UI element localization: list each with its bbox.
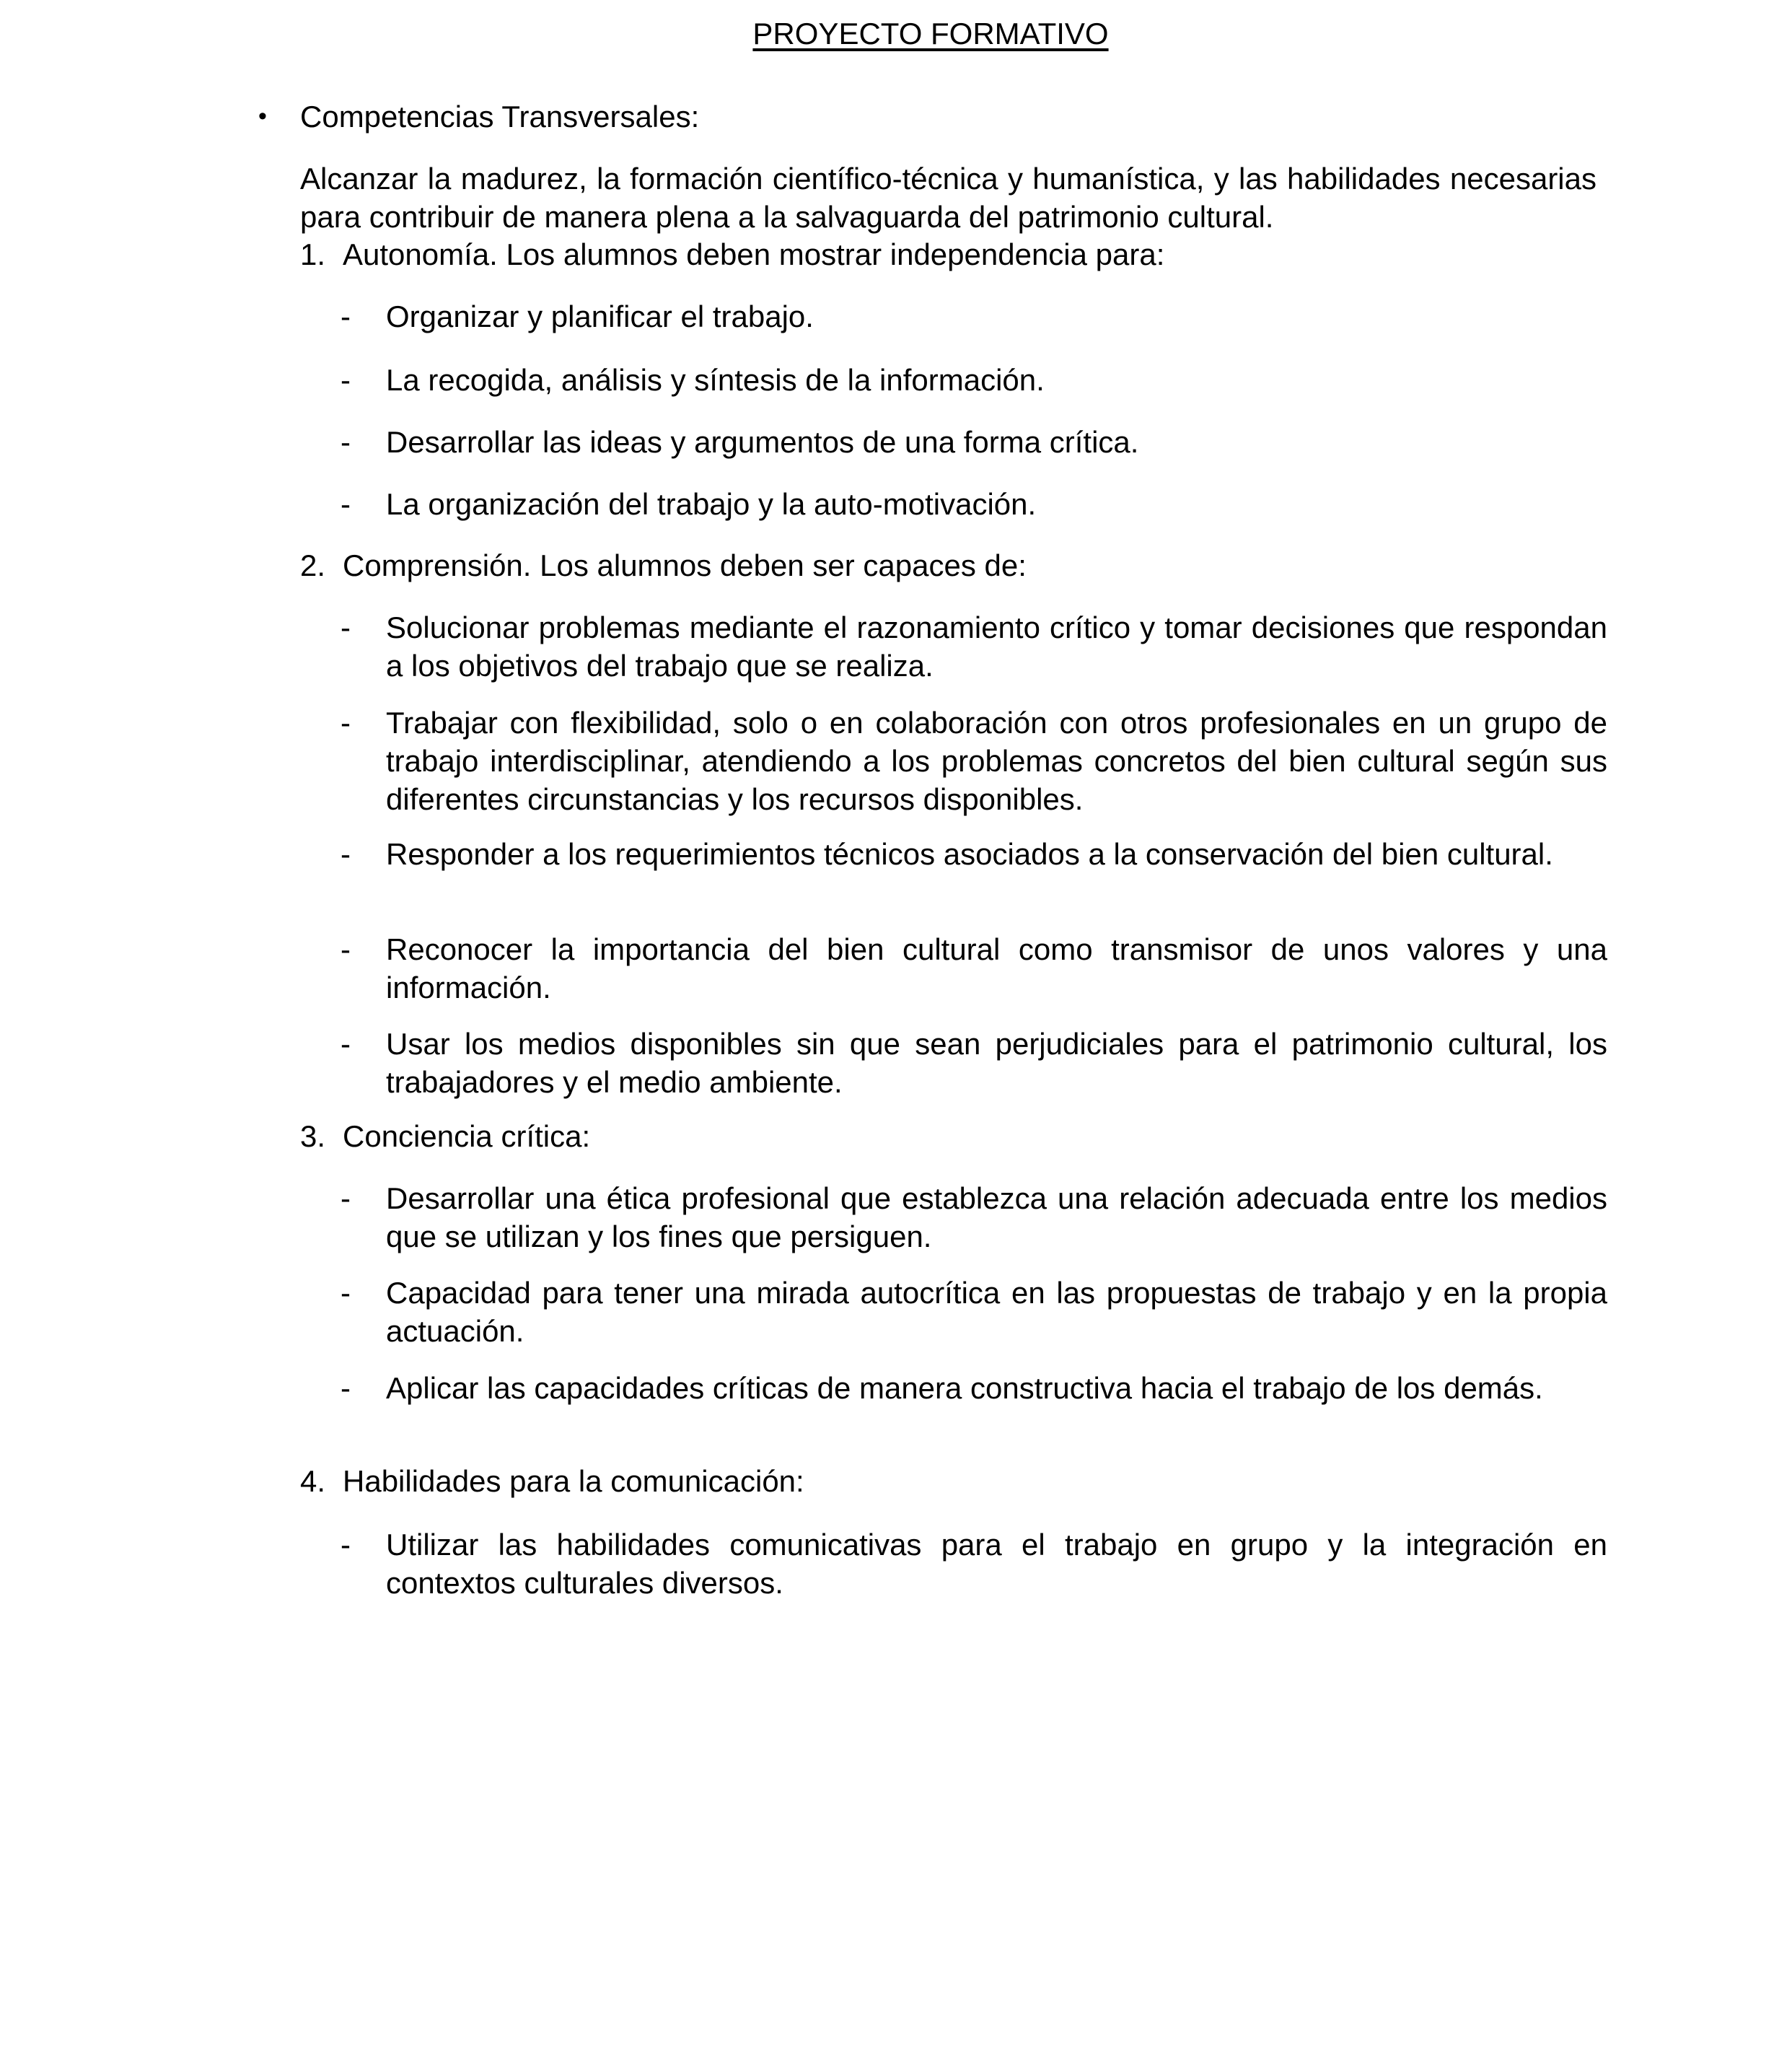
list-number: 3. [300,1119,326,1153]
list-item: La organización del trabajo y la auto-motivación. [386,487,1037,521]
list-item: Usar los medios disponibles sin que sean perjudiciales para el patrimonio cultural, los trabajadores y el medio ambiente. [386,1027,1607,1099]
list-number: 2. [300,548,326,582]
list-number: 4. [300,1464,326,1498]
list-item: Trabajar con flexibilidad, solo o en colaboración con otros profesionales en un grupo de trabajo interdisciplinar, atendiendo a los problemas concretos del bien cultural según sus diferentes circunstancias y los recursos disponibles. [386,706,1607,816]
group-heading: Autonomía. Los alumnos deben mostrar independencia para: [343,237,1165,271]
dash-marker: - [341,1528,351,1562]
group-heading: Habilidades para la comunicación: [343,1464,804,1498]
list-item: Utilizar las habilidades comunicativas para el trabajo en grupo y la integración en contextos culturales diversos. [386,1528,1607,1600]
dash-marker: - [341,932,351,966]
list-item: Desarrollar las ideas y argumentos de una forma crítica. [386,425,1139,459]
dash-marker: - [341,1027,351,1061]
list-item: Solucionar problemas mediante el razonamiento crítico y tomar decisiones que respondan a los objetivos del trabajo que se realiza. [386,610,1607,683]
dash-marker: - [341,837,351,871]
dash-marker: - [341,610,351,644]
list-item: Desarrollar una ética profesional que establezca una relación adecuada entre los medios que se utilizan y los fines que persiguen. [386,1181,1607,1253]
section-heading: Competencias Transversales: [300,100,700,133]
dash-marker: - [341,299,351,333]
section-intro: Alcanzar la madurez, la formación científico-técnica y humanística, y las habilidades necesarias para contribuir de manera plena a la salvaguarda del patrimonio cultural. [300,162,1596,234]
list-item: Responder a los requerimientos técnicos asociados a la conservación del bien cultural. [386,837,1553,871]
page-title: PROYECTO FORMATIVO [752,17,1109,51]
dash-marker: - [341,425,351,459]
list-item: Reconocer la importancia del bien cultural como transmisor de unos valores y una información. [386,932,1607,1004]
dash-marker: - [341,706,351,740]
group-heading: Conciencia crítica: [343,1119,591,1153]
dash-marker: - [341,363,351,397]
dash-marker: - [341,1276,351,1310]
list-number: 1. [300,237,326,271]
bullet-icon: • [258,102,267,130]
dash-marker: - [341,1371,351,1405]
list-item: Organizar y planificar el trabajo. [386,299,814,333]
list-item: La recogida, análisis y síntesis de la información. [386,363,1045,397]
group-heading: Comprensión. Los alumnos deben ser capaces de: [343,548,1027,582]
list-item: Aplicar las capacidades críticas de manera constructiva hacia el trabajo de los demás. [386,1371,1543,1405]
dash-marker: - [341,1181,351,1215]
dash-marker: - [341,487,351,521]
list-item: Capacidad para tener una mirada autocrítica en las propuestas de trabajo y en la propia actuación. [386,1276,1607,1348]
